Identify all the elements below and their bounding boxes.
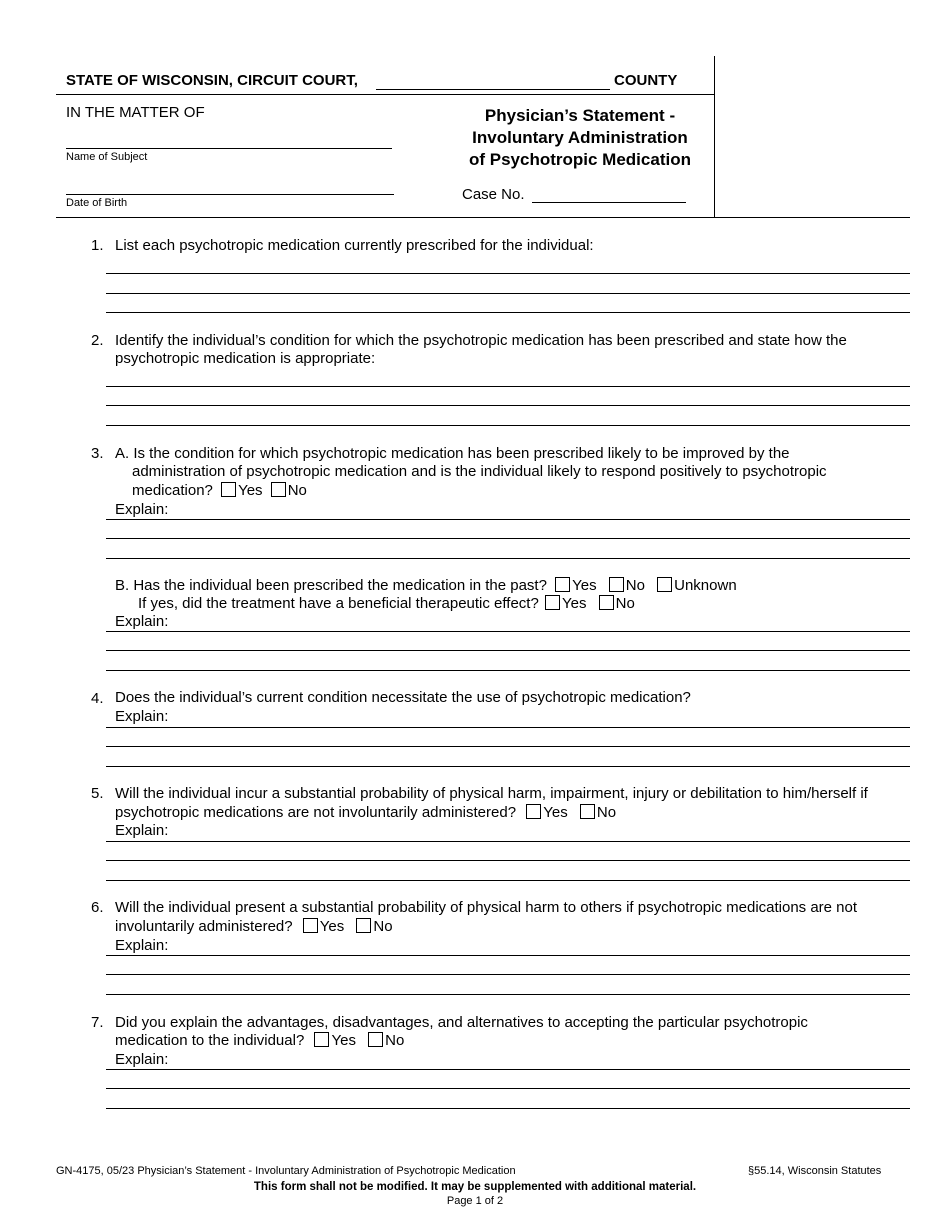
q7-text-line2 [115, 1032, 404, 1050]
q6-text-line1: Will the individual present a substantial probability of physical harm to others if psychotropic medications are not [115, 899, 858, 916]
q1-text: List each psychotropic medication currently prescribed for the individual: [115, 237, 594, 254]
q6-yes-label: Yes [319, 918, 345, 935]
q4-answer-line[interactable] [106, 746, 910, 747]
q5-no-option[interactable] [580, 804, 616, 821]
q2-text-line1: Identify the individual’s condition for which the psychotropic medication has been prescribed and state how the [115, 332, 847, 349]
q2-answer-line[interactable] [106, 425, 910, 426]
q3b-text-line2 [138, 595, 635, 613]
q6-no-option[interactable] [356, 918, 392, 935]
q3b-unknown-checkbox[interactable] [657, 577, 672, 592]
q4-text: Does the individual’s current condition necessitate the use of psychotropic medication? [115, 689, 691, 706]
q3b-no-label: No [625, 577, 645, 594]
form-title [444, 105, 716, 171]
court-label: STATE OF WISCONSIN, CIRCUIT COURT, [66, 72, 358, 89]
q3a-no-label: No [287, 482, 307, 499]
q7-number: 7. [91, 1014, 104, 1031]
q4-answer-line[interactable] [106, 766, 910, 767]
q3b-yes-option[interactable] [555, 577, 596, 594]
q3a-text-line1: A. Is the condition for which psychotropic medication has been prescribed likely to be improved by the [115, 445, 790, 462]
q3b-yes-checkbox[interactable] [555, 577, 570, 592]
q6-yes-option[interactable] [303, 918, 344, 935]
q3b-followup-no-label: No [615, 595, 635, 612]
q4-answer-line[interactable] [106, 727, 910, 728]
name-of-subject-label: Name of Subject [66, 151, 148, 163]
q3a-answer-line[interactable] [106, 519, 910, 520]
q7-answer-line[interactable] [106, 1108, 910, 1109]
q7-answer-line[interactable] [106, 1069, 910, 1070]
q5-text-line2-label: psychotropic medications are not involuntarily administered? [115, 804, 517, 821]
q6-text-line2 [115, 918, 393, 936]
q5-explain-label: Explain: [115, 822, 169, 839]
q3b-answer-line[interactable] [106, 650, 910, 651]
q3b-unknown-label: Unknown [674, 577, 737, 594]
q5-number: 5. [91, 785, 104, 802]
q6-text-line2-label: involuntarily administered? [115, 918, 293, 935]
header-divider-top [56, 94, 714, 95]
footer-statute: §55.14, Wisconsin Statutes [748, 1165, 882, 1177]
q7-yes-label: Yes [331, 1032, 356, 1049]
q5-answer-line[interactable] [106, 860, 910, 861]
matter-label: IN THE MATTER OF [66, 104, 205, 121]
q5-text-line1: Will the individual incur a substantial probability of physical harm, impairment, injury or debilitation to him/herself if [115, 785, 868, 802]
q2-answer-line[interactable] [106, 386, 910, 387]
q3a-text-line3 [132, 482, 307, 500]
q4-number: 4. [91, 690, 104, 707]
q1-answer-line[interactable] [106, 293, 910, 294]
q6-number: 6. [91, 899, 104, 916]
q6-answer-line[interactable] [106, 955, 910, 956]
q7-no-checkbox[interactable] [368, 1032, 383, 1047]
q6-answer-line[interactable] [106, 974, 910, 975]
q3b-followup-no-checkbox[interactable] [599, 595, 614, 610]
q5-yes-checkbox[interactable] [526, 804, 541, 819]
q7-text-line1: Did you explain the advantages, disadvantages, and alternatives to accepting the particular psychotropic [115, 1014, 808, 1031]
q3a-answer-line[interactable] [106, 538, 910, 539]
q3a-yes-label: Yes [238, 482, 263, 499]
q3a-text-line2: administration of psychotropic medication and is the individual likely to respond positively to psychotropic [132, 463, 827, 480]
q5-no-label: No [596, 804, 617, 821]
q6-answer-line[interactable] [106, 994, 910, 995]
q7-no-label: No [385, 1032, 405, 1049]
q3b-yes-label: Yes [572, 577, 597, 594]
q7-yes-checkbox[interactable] [314, 1032, 329, 1047]
q3b-question-label: B. Has the individual been prescribed the medication in the past? [115, 577, 547, 594]
q3a-answer-line[interactable] [106, 558, 910, 559]
case-number-label: Case No. [462, 186, 525, 203]
form-title-line1: Physician’s Statement - [484, 106, 676, 125]
q1-answer-line[interactable] [106, 312, 910, 313]
date-of-birth-field[interactable] [66, 194, 394, 195]
q1-number: 1. [91, 237, 104, 254]
q5-answer-line[interactable] [106, 880, 910, 881]
case-number-field[interactable] [532, 202, 686, 203]
footer-notice: This form shall not be modified. It may be supplemented with additional material. [253, 1181, 697, 1193]
q3b-followup-yes-label: Yes [561, 595, 587, 612]
q6-yes-checkbox[interactable] [303, 918, 318, 933]
q3b-no-checkbox[interactable] [609, 577, 624, 592]
q3b-followup-no-option[interactable] [599, 595, 635, 612]
q3-number: 3. [91, 445, 104, 462]
q3b-followup-label: If yes, did the treatment have a beneficial therapeutic effect? [138, 595, 539, 612]
date-of-birth-label: Date of Birth [66, 197, 128, 209]
footer-form-id: GN-4175, 05/23 Physician’s Statement - Involuntary Administration of Psychotropic Medication [56, 1165, 516, 1177]
q3b-unknown-option[interactable] [657, 577, 737, 594]
form-title-line3: of Psychotropic Medication [469, 150, 691, 169]
q5-yes-option[interactable] [526, 804, 567, 821]
q6-explain-label: Explain: [115, 937, 169, 954]
q6-no-checkbox[interactable] [356, 918, 371, 933]
q6-no-label: No [373, 918, 393, 935]
q5-text-line2 [115, 804, 616, 822]
q3b-explain-label: Explain: [115, 613, 169, 630]
q3a-no-checkbox[interactable] [271, 482, 286, 497]
q3a-no-option[interactable] [271, 482, 307, 499]
q2-answer-line[interactable] [106, 405, 910, 406]
q1-answer-line[interactable] [106, 273, 910, 274]
q5-yes-label: Yes [543, 804, 568, 821]
q4-explain-label: Explain: [115, 708, 169, 725]
q5-no-checkbox[interactable] [580, 804, 595, 819]
q5-answer-line[interactable] [106, 841, 910, 842]
q3b-answer-line[interactable] [106, 670, 910, 671]
q7-answer-line[interactable] [106, 1088, 910, 1089]
q3a-yes-option[interactable] [221, 482, 262, 499]
q3b-followup-yes-checkbox[interactable] [545, 595, 560, 610]
q3b-followup-yes-option[interactable] [545, 595, 586, 612]
footer-page-number: Page 1 of 2 [446, 1195, 504, 1207]
q2-number: 2. [91, 332, 104, 349]
header-divider-bottom [56, 217, 910, 218]
q7-yes-option[interactable] [314, 1032, 355, 1049]
q3b-no-option[interactable] [609, 577, 645, 594]
name-of-subject-field[interactable] [66, 148, 392, 149]
q3b-text-line1 [115, 577, 737, 595]
q3a-explain-label: Explain: [115, 501, 169, 518]
q3b-answer-line[interactable] [106, 631, 910, 632]
q3a-yes-checkbox[interactable] [221, 482, 236, 497]
county-label: COUNTY [614, 72, 678, 89]
q3a-text-line3-label: medication? [132, 482, 213, 499]
q7-no-option[interactable] [368, 1032, 404, 1049]
q7-explain-label: Explain: [115, 1051, 169, 1068]
county-field[interactable] [376, 89, 610, 90]
q7-text-line2-label: medication to the individual? [115, 1032, 305, 1049]
q2-text-line2: psychotropic medication is appropriate: [115, 350, 376, 367]
form-title-line2: Involuntary Administration [472, 128, 688, 147]
